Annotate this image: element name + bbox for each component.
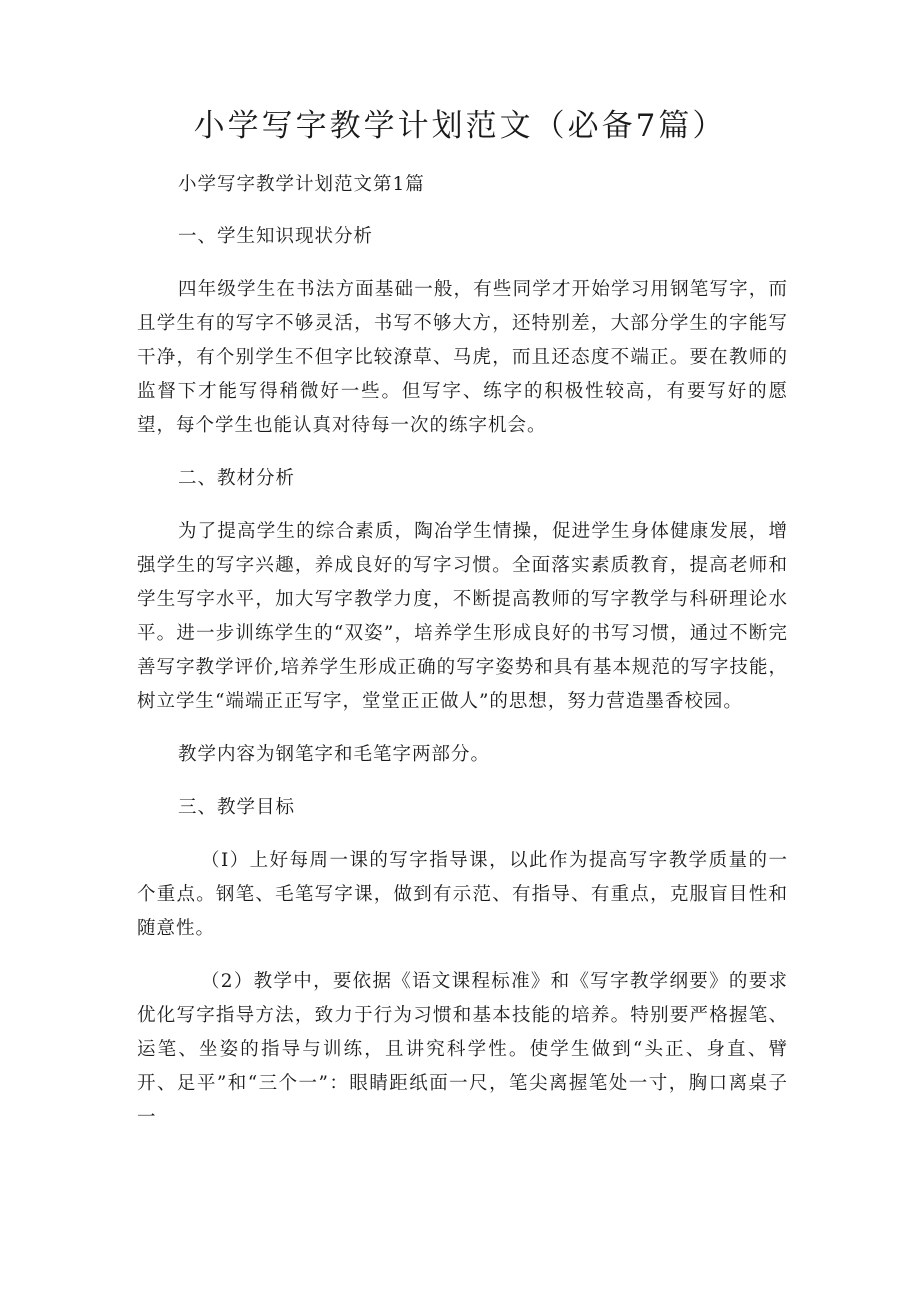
- section-paragraph-2b: 教学内容为钢笔字和毛笔字两部分。: [178, 744, 491, 765]
- section-paragraph-1: 四年级学生在书法方面基础一般，有些同学才开始学习用钢笔写字，而且学生有的写字不够灵活，书写不够大方，还特别差，大部分学生的字能写干净，有个别学生不但字比较潦草、马虎，而且还态度不端正。要在教师的监督下才能写得稍微好一些。但写字、练字的积极性较高，有要写好的愿望，每个学生也能认真对待每一次的练字机会。: [137, 279, 788, 436]
- document-title: 小学写字教学计划范文（必备7篇）: [193, 108, 727, 144]
- goal-item-2: （2）教学中，要依据《语文课程标准》和《写字教学纲要》的要求优化写字指导方法，致力于行为习惯和基本技能的培养。特别要严格握笔、运笔、坐姿的指导与训练，且讲究科学性。使学生做到“头正、身直、臂开、足平”和“三个一”：眼睛距纸面一尺，笔尖离握笔处一寸，胸口离桌子一: [137, 971, 788, 1128]
- section-heading-3: 三、教学目标: [178, 797, 296, 818]
- section-paragraph-2: 为了提高学生的综合素质，陶冶学生情操，促进学生身体健康发展，增强学生的写字兴趣，养成良好的写字习惯。全面落实素质教育，提高老师和学生写字水平，加大写字教学力度，不断提高教师的写字教学与科研理论水平。进一步训练学生的“双姿”，培养学生形成良好的书写习惯，通过不断完善写字教学评价,培养学生形成正确的写字姿势和具有基本规范的写字技能，树立学生“端端正正写字，堂堂正正做人”的思想，努力营造墨香校园。: [137, 521, 788, 712]
- document-body: [137, 168, 788, 1154]
- section-heading-1: 一、学生知识现状分析: [178, 226, 374, 247]
- goal-item-1: （I）上好每周一课的写字指导课，以此作为提高写字教学质量的一个重点。钢笔、毛笔写字课，做到有示范、有指导、有重点，克服盲目性和随意性。: [137, 850, 788, 939]
- section-heading-2: 二、教材分析: [178, 468, 296, 489]
- article-subtitle: 小学写字教学计划范文第1篇: [178, 174, 425, 195]
